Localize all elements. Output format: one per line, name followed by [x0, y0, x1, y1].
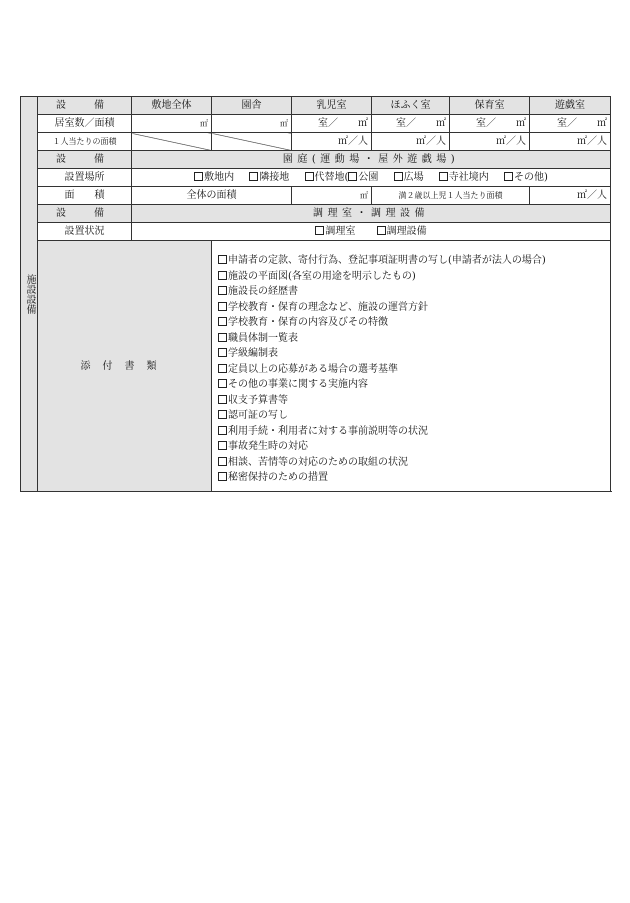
garden-title: 園庭(運動場・屋外遊戯場) [132, 151, 611, 169]
checkbox-icon [218, 302, 227, 311]
attachment-item[interactable]: 学校教育・保育の理念など、施設の運営方針 [218, 300, 610, 316]
option-adjacent[interactable]: 隣接地 [249, 172, 289, 183]
checkbox-icon [218, 379, 227, 388]
site-per-person-blank [132, 133, 212, 151]
facility-table [20, 96, 611, 492]
checkbox-icon [218, 441, 227, 450]
building-area-field[interactable]: ㎡ [212, 115, 292, 133]
area-label: 面 積 [38, 187, 132, 205]
location-options [132, 169, 611, 187]
infant-per-person-field[interactable]: ㎡／人 [292, 133, 372, 151]
building-per-person-blank [212, 133, 292, 151]
checkbox-icon [305, 172, 314, 181]
attachment-item[interactable]: 学校教育・保育の内容及びその特徴 [218, 315, 610, 331]
attachment-item[interactable]: 認可証の写し [218, 408, 610, 424]
checkbox-icon [218, 333, 227, 342]
attachment-item[interactable]: 施設長の経歴書 [218, 284, 610, 300]
checkbox-icon [377, 226, 386, 235]
total-area-label: 全体の面積 [132, 187, 292, 205]
facility-form [20, 96, 610, 492]
checkbox-icon [218, 457, 227, 466]
checkbox-icon [348, 172, 357, 181]
over2-per-person-label: 満２歳以上児１人当たり面積 [372, 187, 530, 205]
per-person-label: １人当たりの面積 [38, 133, 132, 151]
option-other[interactable]: その他) [504, 172, 548, 183]
total-area-field[interactable]: ㎡ [292, 187, 372, 205]
playroom-area-field[interactable]: 室／ ㎡ [530, 115, 611, 133]
attachment-item[interactable]: 収支予算書等 [218, 393, 610, 409]
infant-room-area-field[interactable]: 室／ ㎡ [292, 115, 372, 133]
checkbox-icon [218, 410, 227, 419]
over2-per-person-field[interactable]: ㎡／人 [530, 187, 611, 205]
attachment-item[interactable]: 事故発生時の対応 [218, 439, 610, 455]
checkbox-icon [218, 348, 227, 357]
col-header-building: 園舎 [212, 97, 292, 115]
attachment-item[interactable]: 申請者の定款、寄付行為、登記事項証明書の写し(申請者が法人の場合) [218, 253, 610, 269]
col-header-playroom: 遊戯室 [530, 97, 611, 115]
checkbox-icon [218, 364, 227, 373]
checkbox-icon [218, 317, 227, 326]
attachment-item[interactable]: 秘密保持のための措置 [218, 470, 610, 486]
equipment-header: 設 備 [38, 97, 132, 115]
checkbox-icon [218, 255, 227, 264]
crawling-room-area-field[interactable]: 室／ ㎡ [372, 115, 450, 133]
col-header-site: 敷地全体 [132, 97, 212, 115]
col-header-crawling-room: ほふく室 [372, 97, 450, 115]
checkbox-icon [218, 395, 227, 404]
attachment-item[interactable]: 相談、苦情等の対応のための取組の状況 [218, 455, 610, 471]
location-label: 設置場所 [38, 169, 132, 187]
rooms-area-label: 居室数／面積 [38, 115, 132, 133]
nursery-room-area-field[interactable]: 室／ ㎡ [450, 115, 530, 133]
attachment-item[interactable]: 職員体制一覧表 [218, 331, 610, 347]
checkbox-icon [315, 226, 324, 235]
option-on-site[interactable]: 敷地内 [194, 172, 234, 183]
option-kitchen-equipment[interactable]: 調理設備 [377, 226, 427, 237]
playroom-per-person-field[interactable]: ㎡／人 [530, 133, 611, 151]
attachment-item[interactable]: 学級編制表 [218, 346, 610, 362]
site-area-field[interactable]: ㎡ [132, 115, 212, 133]
attachment-item[interactable]: 施設の平面図(各室の用途を明示したもの) [218, 269, 610, 285]
status-label: 設置状況 [38, 223, 132, 241]
checkbox-icon [218, 426, 227, 435]
attachment-item[interactable]: 定員以上の応募がある場合の選考基準 [218, 362, 610, 378]
attachments-list [212, 241, 611, 492]
kitchen-title: 調理室・調理設備 [132, 205, 611, 223]
garden-equipment-header: 設 備 [38, 151, 132, 169]
option-plaza[interactable]: 広場 [394, 172, 424, 183]
checkbox-icon [394, 172, 403, 181]
kitchen-equipment-header: 設 備 [38, 205, 132, 223]
checkbox-icon [218, 472, 227, 481]
option-shrine-temple[interactable]: 寺社境内 [439, 172, 489, 183]
attachment-item[interactable]: その他の事業に関する実施内容 [218, 377, 610, 393]
checkbox-icon [439, 172, 448, 181]
option-substitute[interactable]: 代替地( [305, 172, 349, 183]
attachment-item[interactable]: 利用手続・利用者に対する事前説明等の状況 [218, 424, 610, 440]
checkbox-icon [504, 172, 513, 181]
checkbox-icon [218, 271, 227, 280]
checkbox-icon [249, 172, 258, 181]
checkbox-icon [218, 286, 227, 295]
nursery-per-person-field[interactable]: ㎡／人 [450, 133, 530, 151]
crawling-per-person-field[interactable]: ㎡／人 [372, 133, 450, 151]
col-header-infant-room: 乳児室 [292, 97, 372, 115]
facility-group-label: 施設設備 [21, 97, 38, 492]
checkbox-icon [194, 172, 203, 181]
option-park[interactable]: 公園 [348, 172, 378, 183]
kitchen-options [132, 223, 611, 241]
attachments-label: 添付書類 [38, 241, 212, 492]
option-kitchen-room[interactable]: 調理室 [315, 226, 355, 237]
col-header-nursery-room: 保育室 [450, 97, 530, 115]
